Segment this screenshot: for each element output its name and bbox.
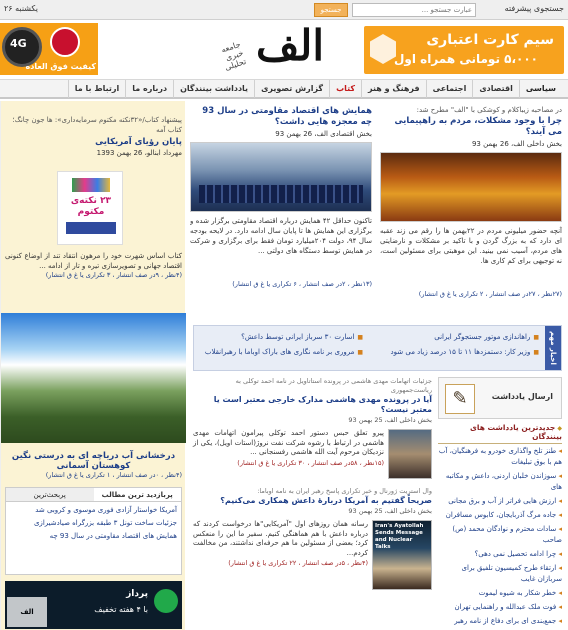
person-photo[interactable]	[388, 429, 432, 479]
lead-body: آنچه حضور میلیونی مردم در ۲۲بهمن ها را رقم می زند عقبه ای دارد که به بزرگ گردن و با تاکید بر مشکلات و نارضایتی های مردم، آسیب نمی بینید. این موهبتی برای مسئولین است، نه توجیهی برای کم کاری ها.	[380, 227, 562, 265]
news-link[interactable]: ■ راهاندازی موتور جستجوگر ایرانی	[371, 332, 539, 343]
lead-story-1	[380, 105, 562, 298]
note-link[interactable]: ◂ سادات محترم و نوادگان محمد (ص) صاحب	[438, 524, 562, 546]
book-pretitle: پیشنهاد کتاب/«۳۲نکته مکتوم سرمایه‌داری»: ها جون چانگ؛ کتاب آمه	[12, 116, 182, 134]
nav-item[interactable]: فرهنگ و هنر	[361, 80, 426, 98]
note-link[interactable]: ◂ چرا ادامه تحصیل نمی دهی؟	[438, 549, 562, 560]
site-header	[0, 21, 568, 79]
book-comments-meta[interactable]: (۴نظر ، ۹در صف انتشار ، ۳ تکراری یا غ ق انتشار)	[45, 271, 182, 279]
photo-caption-box	[5, 449, 182, 479]
nav-item[interactable]: گزارش تصویری	[254, 80, 329, 98]
content-area	[0, 101, 568, 630]
story-body: پیرو تعلق حبس دستور احمد توکلی پیرامون اتهامات مهدی هاشمی در ارتباط با رشوه شرکت نفت نروژ(استات اویل)، یکی از نزدیکان مرحوم آیت الله هاشمی رفسنجانی ...	[193, 429, 384, 456]
news-link[interactable]: ■ مروری بر نامه نگاری های باراک اوباما با رهبرانقلاب	[195, 347, 363, 358]
lead-body: تاکنون حداقل ۴۲ همایش درباره اقتصاد مقاومتی برگزار شده و برگزاری این همایش ها تا پایان سال ادامه دارد. در لایحه بودجه سال ۹۴، دولت ۲۰۴میلیارد تومان فقط برای برگزاری و شرکت در همایش توسط دستگاه های دولتی ...	[190, 217, 372, 255]
news-link[interactable]: ■ اسارت ۳۰ سرباز ایرانی توسط داعش؟	[195, 332, 363, 343]
top-bar	[0, 0, 568, 20]
rally-photo[interactable]	[380, 152, 562, 222]
4g-ad[interactable]	[0, 23, 98, 75]
cover-title: ۲۳ نکته‌ی مکتوم	[70, 196, 112, 217]
nav-item[interactable]: درباره ما	[125, 80, 173, 98]
watermark-logo: الف	[7, 597, 47, 627]
lead-pretitle: در مصاحبه زیباکلام و کوشکی با "الف" مطرح شد:	[416, 106, 562, 114]
cover-stripe	[72, 178, 110, 192]
send-note-box[interactable]	[438, 377, 562, 419]
nav-item[interactable]: سیاسی	[519, 80, 562, 98]
nav-item[interactable]: ارتباط با ما	[68, 80, 125, 98]
story-comments-meta[interactable]: (۴نظر ، ۵در صف انتشار ، ۲۲ تکراری یا غ ق انتشار)	[228, 559, 368, 567]
lead-story-2	[190, 105, 372, 288]
book-summary	[5, 251, 182, 279]
magazine-cover-photo[interactable]	[372, 520, 432, 590]
photo-comments-meta[interactable]: (۴نظر ، ۰در صف انتشار ، ۱ تکراری یا غ ق انتشار)	[45, 471, 182, 479]
main-nav	[0, 79, 568, 99]
popular-item-link[interactable]: آمریکا خواستار آزادی فوری موسوی و کروبی شد	[35, 506, 177, 514]
note-link[interactable]: ◂ جمع‌بندی ای برای دفاع از نامه رهبر	[438, 616, 562, 627]
lead-section: بخش اقتصادی الف، 26 بهمن 93	[275, 130, 372, 138]
note-link[interactable]: ◂ طنز تلخ واگذاری خودرو به فرهنگیان، آب هم با بوق تبلیغات	[438, 446, 562, 468]
book-body: کتاب اساس شهرت خود را مرهون انتقاد تند از اوضاع کنونی اقتصاد جهانی و تصویرسازی تیره و تار از ادامه ...	[5, 252, 182, 270]
site-logo[interactable]	[206, 21, 324, 75]
story-section: بخش داخلی الف، 25 بهمن 93	[348, 507, 432, 515]
landscape-photo[interactable]	[1, 313, 186, 443]
popular-item-link[interactable]: همایش های اقتصاد مقاومتی در سال 93 چه	[49, 532, 177, 540]
note-link[interactable]: ◂ ارزش هایی فراتر از آب و برق مجانی	[438, 496, 562, 507]
nav-item[interactable]: اقتصادی	[472, 80, 519, 98]
story-title-link[interactable]: آیا در پرونده مهدی هاشمی مدارک خارجی معتبر است یا معتبر نیست؟	[213, 395, 432, 414]
bottom-ad[interactable]	[5, 581, 182, 629]
story-item	[193, 487, 432, 590]
search-input[interactable]	[352, 3, 476, 17]
advanced-search-link[interactable]: جستجوی پیشرفته	[504, 4, 564, 13]
note-link[interactable]: ◂ خطر شکار به شیوه لیموت	[438, 588, 562, 599]
note-link[interactable]: ◂ سوزاندن خلبان اردنی، داعش و مکاتبه های	[438, 471, 562, 493]
seat-rows	[199, 185, 363, 203]
reader-notes-column	[438, 377, 562, 630]
lead-comments-meta[interactable]: (۱۳نظر ، ۲در صف انتشار ، ۶ تکراری یا غ ق انتشار)	[232, 280, 372, 288]
note-link[interactable]: ◂ جاده مرگ آذربایجان، کابوس مسافران	[438, 510, 562, 521]
cover-band	[66, 222, 116, 234]
photo-caption-link[interactable]: درخشانی آب دریاچه ای به درستی نگین کوهستان آسمانی	[11, 451, 176, 471]
left-column	[0, 101, 185, 630]
speed-gauge-icon	[50, 27, 80, 57]
middle-stories	[193, 377, 432, 630]
nav-item[interactable]: کتاب	[329, 80, 361, 98]
main-column	[191, 101, 568, 630]
sim-card-ad[interactable]	[364, 26, 564, 74]
story-body: رسانه همان روزهای اول "آمریکایی"ها درخواست کردند که درباره داعش با هم هماهنگی کنیم. سفیر ما این را منعکس کرد؛ بعضی از مسئولین ما هم حرفه‌ای نداشتند، من مخالفت کردم...	[193, 520, 368, 557]
book-cover-image[interactable]	[57, 171, 123, 245]
conference-hall-photo[interactable]	[190, 142, 372, 212]
popular-item-link[interactable]: جزئیات ساخت تونل ۳ طبقه بزرگراه صیادشیرازی	[33, 519, 177, 527]
hamrah-aval-logo-icon	[370, 34, 396, 64]
story-row	[193, 429, 432, 479]
nav-item[interactable]: اجتماعی	[426, 80, 473, 98]
send-note-label: ارسال یادداشت	[491, 392, 553, 401]
lead-title-link[interactable]: چرا با وجود مشکلات، مردم به راهپیمایی می آیند؟	[394, 116, 562, 137]
note-link[interactable]: ◂ فوت ملک عبدالله و راهنمایی تهران	[438, 602, 562, 613]
pen-paper-icon: ✎	[445, 384, 475, 414]
logo-tagline: جامعه خبری تحلیلی	[220, 39, 248, 73]
notes-heading: ◆ جدیدترین یادداشت های بینندگان	[438, 423, 562, 444]
nav-list	[0, 80, 568, 98]
story-item	[193, 377, 432, 479]
sim-ad-line1: سیم کارت اعتباری	[426, 32, 554, 48]
notes-list	[438, 446, 562, 627]
logo-text: الف	[256, 21, 324, 70]
4g-badge: 4G	[10, 37, 27, 50]
book-author: مهرداد ابنالو، 26 بهمن 1393	[96, 149, 182, 157]
tab-most-discussed[interactable]: پربحث‌ترین	[33, 491, 66, 499]
important-news-box	[193, 325, 562, 371]
lead-comments-meta[interactable]: (۲۷نظر ، ۲۷در صف انتشار ، ۲ تکراری یا غ ق انتشار)	[418, 290, 562, 298]
lead-section: بخش داخلی الف، 26 بهمن 93	[471, 140, 562, 148]
search-button[interactable]: جستجو	[314, 3, 348, 17]
story-pretitle: جزئیات اتهامات مهدی هاشمی در پرونده استاتاویل در نامه احمد توکلی به ریاست‌جمهوری	[235, 377, 432, 394]
nav-item[interactable]: یادداشت بینندگان	[173, 80, 254, 98]
popular-box	[5, 487, 182, 575]
4g-ad-caption: کیفیت فوق العاده	[25, 62, 96, 71]
important-news-label: اخبار مهم	[545, 326, 561, 370]
story-text	[193, 520, 368, 590]
ad-line2: با ۴ هفته تخفیف	[94, 605, 148, 614]
tab-most-viewed[interactable]: پربازدید ترین مطالب	[94, 488, 182, 501]
story-row	[193, 520, 432, 590]
story-comments-meta[interactable]: (۱۵نظر ، ۵۸در صف انتشار ، ۳۰ تکراری یا غ ق انتشار)	[237, 458, 384, 467]
story-section: بخش داخلی الف، 25 بهمن 93	[348, 416, 432, 424]
magazine-headline: Iran's Ayatollah Sends Message and Nuclear Talks	[375, 523, 424, 550]
note-link[interactable]: ◂ ارتقاء طرح کمیسیون تلفیق برای سربازان غایب	[438, 563, 562, 585]
news-link[interactable]: ■ وزیر کار: دستمزدها ۱۱ تا ۱۵ درصد زیاد می شود	[371, 347, 539, 358]
popular-tabs	[6, 488, 181, 502]
popular-list	[6, 502, 181, 547]
ad-logo-icon	[154, 589, 178, 613]
sim-ad-line2: ۵،۰۰۰ تومانی همراه اول	[393, 52, 538, 66]
story-pretitle: وال استریت ژورنال و خبر تکراری پاسخ رهبر ایران به نامه اوباما:	[257, 487, 432, 495]
lead-title-link[interactable]: همایش های اقتصاد مقاومتی در سال 93 چه معجزه هایی داشت؟	[202, 106, 372, 127]
story-text	[193, 429, 384, 479]
story-title-link[interactable]: صریحاً گفتیم به آمریکا دربارهٔ داعش همکاری می‌کنیم؟	[220, 496, 432, 505]
current-date: یکشنبه ۲۶	[4, 4, 39, 13]
ad-line1: پرداز	[126, 589, 148, 599]
book-title-link[interactable]: پایان رؤیای آمریکایی	[95, 137, 182, 147]
book-feature	[5, 115, 182, 157]
